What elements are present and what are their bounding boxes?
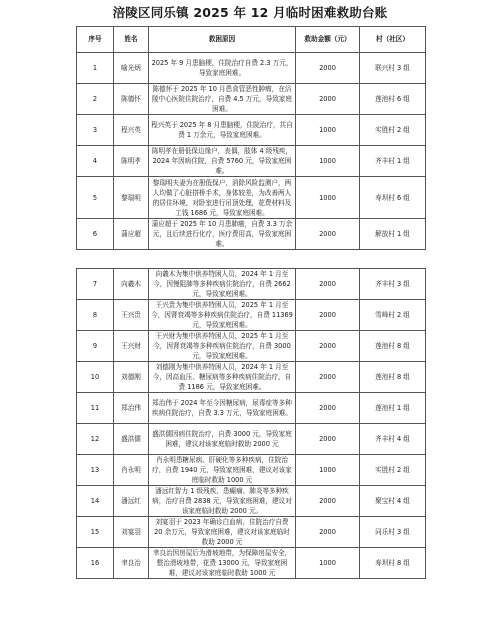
row-amount: 2000 [296,362,360,393]
table-header-row [77,27,426,53]
row-index: 6 [77,219,114,250]
table-row [77,300,426,331]
row-name: 向羲木 [114,269,149,300]
table-row [77,146,426,177]
header-name: 姓名 [114,27,149,53]
table-row [77,393,426,424]
row-name: 盛洪儒 [114,424,149,455]
row-name: 陈德怀 [114,84,149,115]
row-index: 5 [77,177,114,219]
row-amount: 2000 [296,53,360,84]
table-row [77,115,426,146]
row-village: 寿坝村 6 组 [360,177,426,219]
table-row [77,362,426,393]
row-amount: 2000 [296,393,360,424]
row-reason: 刘德刚为集中供养特困人员，2024 年 1 月至今，因高血压、糖尿病等多种疾病住院治疗，自费 1186 元，导致家庭困难。 [149,362,296,393]
row-index: 13 [77,455,114,486]
row-village: 莲池村 8 组 [360,331,426,362]
table-row [77,548,426,579]
row-index: 12 [77,424,114,455]
row-index: 3 [77,115,114,146]
row-village: 雪峰村 2 组 [360,300,426,331]
row-village: 莲池村 1 组 [360,393,426,424]
row-reason: 陈德怀于 2025 年 10 月患食管恶性肿瘤，在涪陵中心医院住院治疗，自费 4.5 万元，导致家庭困难。 [149,84,296,115]
row-name: 王兴财 [114,331,149,362]
row-village: 莲池村 6 组 [360,84,426,115]
row-index: 8 [77,300,114,331]
row-index: 14 [77,486,114,517]
row-name: 刘宴羽 [114,517,149,548]
table-row [77,486,426,517]
row-amount: 2000 [296,300,360,331]
table-row [77,84,426,115]
row-name: 郑治伟 [114,393,149,424]
row-village: 齐丰村 1 组 [360,146,426,177]
row-reason: 蒲应超于 2025 年 10 月患肺癌，自费 3.3 万余元，且后续进行化疗，医疗费用高，导致家庭困难。 [149,219,296,250]
row-amount: 2000 [296,219,360,250]
row-amount: 2000 [296,517,360,548]
row-reason: 2025 年 9 月患脑梗，住院治疗自费 2.3 万元，导致家庭困难。 [149,53,296,84]
row-index: 15 [77,517,114,548]
header-index: 序号 [77,27,114,53]
row-reason: 向羲木为集中供养特困人员，2024 年 1 月至今，因慢阻肺等多种疾病住院治疗，自费 2662 元，导致家庭困难。 [149,269,296,300]
row-index: 11 [77,393,114,424]
row-name: 陈明孝 [114,146,149,177]
row-amount: 2000 [296,486,360,517]
row-index: 1 [77,53,114,84]
row-name: 聿良治 [114,548,149,579]
row-village: 莲池村 8 组 [360,362,426,393]
table-row [77,269,426,300]
header-amount: 救助金额（元） [296,27,360,53]
row-name: 肖永明 [114,455,149,486]
row-index: 2 [77,84,114,115]
row-name: 刘德刚 [114,362,149,393]
row-amount: 1000 [296,548,360,579]
relief-ledger-table-page-2 [76,268,426,579]
row-reason: 盛洪儒因病住院治疗，自费 3000 元，导致家庭困难，建议对该家庭临时救助 2000 元 [149,424,296,455]
row-village: 实胜村 2 组 [360,115,426,146]
row-village: 解放村 1 组 [360,219,426,250]
row-name: 黎瑞明 [114,177,149,219]
row-name: 潘远红 [114,486,149,517]
row-reason: 郑治伟于 2024 年至今因糖尿病，尿毒症等多种疾病住院治疗，自费 3.3 万元，导致家庭困难。 [149,393,296,424]
row-amount: 1000 [296,115,360,146]
row-reason: 刘宴羽于 2023 年确诊白血病，住院治疗自费 20 余万元，导致家庭困难，建议对该家庭临时救助 2000 元 [149,517,296,548]
row-village: 聚宝村 4 组 [360,486,426,517]
row-index: 10 [77,362,114,393]
row-name: 程兴英 [114,115,149,146]
row-amount: 1000 [296,455,360,486]
row-reason: 陈明孝在册低保边缘户，丧偶，肢体 4 级残疾，2024 年因病住院，自费 5760 元，导致家庭困难。 [149,146,296,177]
row-village: 实胜村 2 组 [360,455,426,486]
row-reason: 聿良治因房屋后为滑坡地带，为保障房屋安全，整治滑坡地带，花费 13000 元，导致家庭困难，建议对该家庭临时救助 1000 元 [149,548,296,579]
row-name: 蒲应超 [114,219,149,250]
row-amount: 2000 [296,84,360,115]
row-village: 寿坝村 8 组 [360,548,426,579]
row-reason: 潘远红智力 1 级残疾，患癫痫、肺炎等多种疾病，治疗自费 2838 元，导致家庭困难，建议对该家庭临时救助 2000 元。 [149,486,296,517]
row-amount: 1000 [296,177,360,219]
table-row [77,424,426,455]
table-row [77,517,426,548]
row-village: 同乐村 3 组 [360,517,426,548]
row-index: 9 [77,331,114,362]
table-row [77,177,426,219]
row-amount: 2000 [296,269,360,300]
row-reason: 肖永明患糖尿病、肝硬化等多种疾病，住院治疗，自费 1940 元，导致家庭困难，建议对该家庭临时救助 1000 元 [149,455,296,486]
header-reason: 救困原因 [149,27,296,53]
row-name: 喻光炳 [114,53,149,84]
page-title: 涪陵区同乐镇 2025 年 12 月临时困难救助台账 [112,5,388,20]
row-index: 4 [77,146,114,177]
row-reason: 王兴贵为集中供养特困人员，2025 年 1 月至今，因肾衰竭等多种疾病住院治疗，自费 11369 元，导致家庭困难。 [149,300,296,331]
row-amount: 1000 [296,146,360,177]
row-reason: 王兴财为集中供养特困人员，2025 年 1 月至今，因肾衰竭等多种疾病住院治疗，自费 3000 元，导致家庭困难。 [149,331,296,362]
row-village: 联兴村 3 组 [360,53,426,84]
row-amount: 2000 [296,424,360,455]
table-row [77,219,426,250]
row-reason: 程兴英于 2025 年 8 月患脑梗，住院治疗，共自费 1 万余元，导致家庭困难。 [149,115,296,146]
table-row [77,331,426,362]
row-index: 16 [77,548,114,579]
row-reason: 黎瑞明夫妻为在册低保户，消除风险监测户，两人均做了心脏搭桥手术，身体较差，为改善两人的居住环境，对卧室进行吊顶处理，花费材料及工钱 1686 元，导致家庭困难。 [149,177,296,219]
header-village: 村（社区） [360,27,426,53]
relief-ledger-table-page-1 [76,26,426,250]
row-village: 齐丰村 4 组 [360,424,426,455]
row-index: 7 [77,269,114,300]
table-row [77,455,426,486]
row-name: 王兴贵 [114,300,149,331]
table-row [77,53,426,84]
row-amount: 2000 [296,331,360,362]
row-village: 齐丰村 3 组 [360,269,426,300]
